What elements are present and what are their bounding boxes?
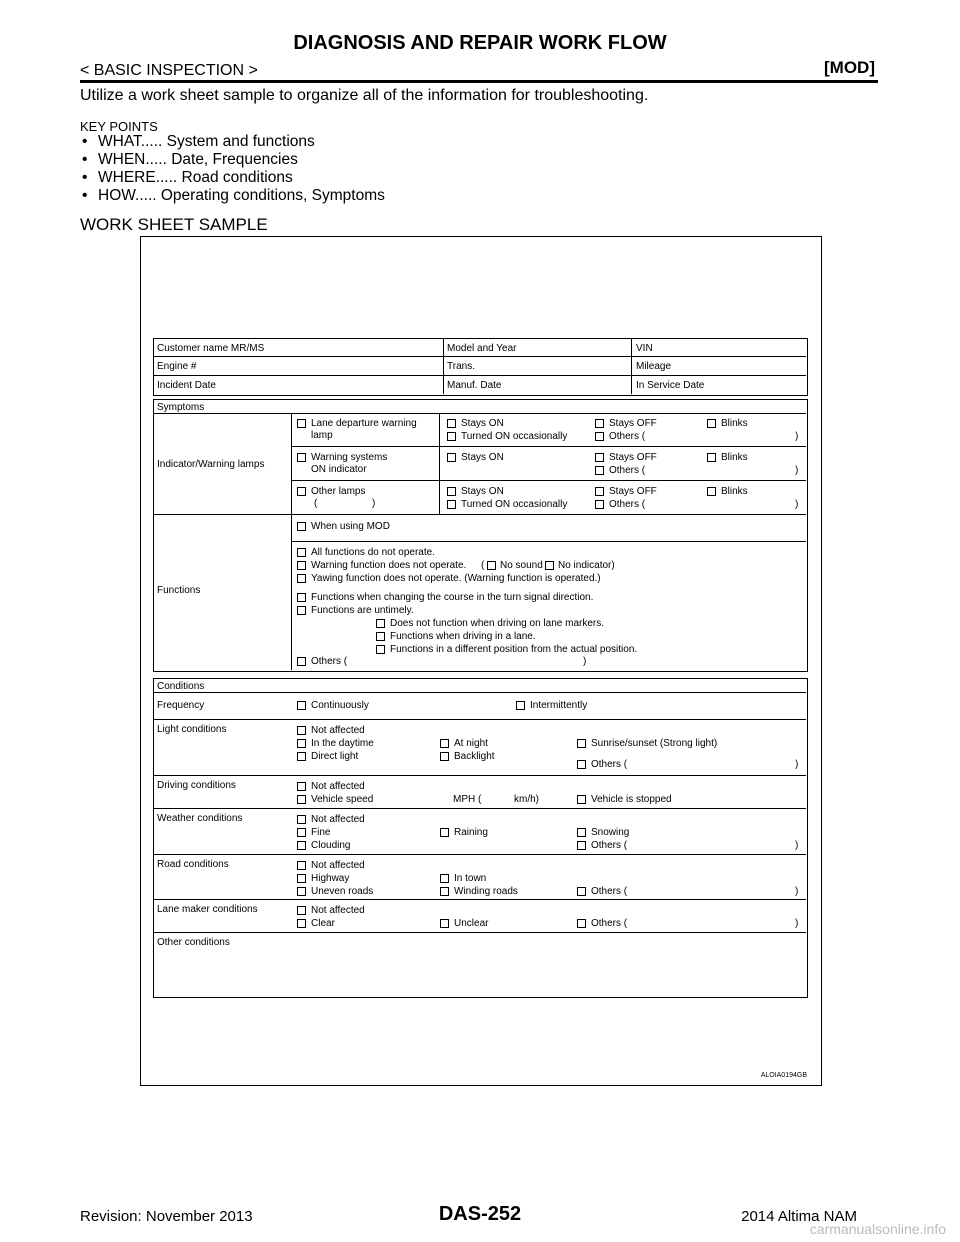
checkbox[interactable]	[577, 739, 586, 748]
checkbox[interactable]	[595, 500, 604, 509]
checkbox[interactable]	[297, 782, 306, 791]
key-point-item: • WHEN..... Date, Frequencies	[80, 151, 385, 169]
checkbox[interactable]	[577, 887, 586, 896]
checkbox[interactable]	[297, 657, 306, 666]
functions-untimely-label: Functions are untimely.	[311, 605, 414, 616]
at-night-label: At night	[454, 738, 488, 749]
checkbox[interactable]	[440, 828, 449, 837]
no-sound-label: No sound	[500, 560, 543, 571]
snowing-label: Snowing	[591, 827, 630, 838]
in-the-daytime-label: In the daytime	[311, 738, 374, 749]
no-indicator-label: No indicator)	[558, 560, 615, 571]
info-table	[153, 338, 808, 396]
key-point-item: • WHERE..... Road conditions	[80, 169, 385, 187]
customer-name-label: Customer name MR/MS	[157, 343, 265, 354]
checkbox[interactable]	[297, 453, 306, 462]
sunrise-sunset-label: Sunrise/sunset (Strong light)	[591, 738, 718, 749]
unclear-label: Unclear	[454, 918, 489, 929]
checkbox[interactable]	[297, 861, 306, 870]
backlight-label: Backlight	[454, 751, 495, 762]
in-a-lane-label: Functions when driving in a lane.	[390, 631, 536, 642]
checkbox[interactable]	[577, 919, 586, 928]
in-town-label: In town	[454, 873, 487, 884]
checkbox[interactable]	[707, 419, 716, 428]
vehicle-stopped-label: Vehicle is stopped	[591, 794, 672, 805]
manuf-date-label: Manuf. Date	[447, 380, 502, 391]
other-lamps-paren-open: (	[314, 498, 318, 509]
worksheet-title: WORK SHEET SAMPLE	[80, 215, 268, 234]
checkbox[interactable]	[297, 841, 306, 850]
key-point-item: • HOW..... Operating conditions, Symptoms	[80, 187, 385, 205]
raining-label: Raining	[454, 827, 488, 838]
not-affected-label: Not affected	[311, 781, 365, 792]
checkbox[interactable]	[440, 919, 449, 928]
trans-label: Trans.	[447, 361, 475, 372]
others-label: Others (	[591, 886, 628, 897]
checkbox[interactable]	[297, 522, 306, 531]
checkbox[interactable]	[440, 752, 449, 761]
yawing-function-label: Yawing function does not operate. (Warning function is operated.)	[311, 573, 601, 584]
checkbox[interactable]	[440, 887, 449, 896]
road-conditions-label: Road conditions	[157, 859, 229, 870]
watermark: carmanualsonline.info	[809, 1221, 946, 1237]
functions-others-close: )	[583, 656, 587, 667]
lane-maker-conditions-label: Lane maker conditions	[157, 904, 258, 915]
module-tag: [MOD]	[824, 58, 875, 77]
section-breadcrumb: < BASIC INSPECTION >	[80, 62, 258, 79]
checkbox[interactable]	[440, 874, 449, 883]
clouding-label: Clouding	[311, 840, 351, 851]
checkbox[interactable]	[297, 419, 306, 428]
model-year-label: Model and Year	[447, 343, 517, 354]
checkbox[interactable]	[376, 619, 385, 628]
indicator-warning-lamps-label: Indicator/Warning lamps	[157, 459, 265, 470]
checkbox[interactable]	[447, 500, 456, 509]
turned-on-occasionally-label: Turned ON occasionally	[461, 499, 568, 510]
intro-text: Utilize a work sheet sample to organize all of the information for troubleshooting.	[80, 87, 649, 104]
when-using-mod-label: When using MOD	[311, 521, 390, 532]
clear-label: Clear	[311, 918, 335, 929]
others-label: Others (	[609, 499, 646, 510]
intermittently-label: Intermittently	[530, 700, 588, 711]
checkbox[interactable]	[577, 828, 586, 837]
weather-conditions-label: Weather conditions	[157, 813, 243, 824]
checkbox[interactable]	[440, 739, 449, 748]
footer-revision: Revision: November 2013	[80, 1208, 253, 1225]
warning-systems-label: Warning systems	[311, 452, 388, 463]
checkbox[interactable]	[447, 453, 456, 462]
uneven-roads-label: Uneven roads	[311, 886, 374, 897]
others-close: )	[795, 465, 799, 476]
checkbox[interactable]	[376, 632, 385, 641]
checkbox[interactable]	[595, 453, 604, 462]
checkbox[interactable]	[297, 561, 306, 570]
figure-id: ALOIA0194GB	[760, 1072, 807, 1079]
different-position-label: Functions in a different position from the actual position.	[390, 644, 638, 655]
not-affected-label: Not affected	[311, 725, 365, 736]
checkbox[interactable]	[447, 419, 456, 428]
others-label: Others (	[591, 759, 628, 770]
checkbox[interactable]	[297, 874, 306, 883]
highway-label: Highway	[311, 873, 350, 884]
page-number: DAS-252	[438, 1203, 522, 1225]
other-lamps-paren-close: )	[372, 498, 376, 509]
checkbox[interactable]	[297, 752, 306, 761]
checkbox[interactable]	[545, 561, 554, 570]
key-points-heading: KEY POINTS	[80, 119, 158, 134]
checkbox[interactable]	[297, 919, 306, 928]
checkbox[interactable]	[577, 795, 586, 804]
others-close: )	[795, 886, 799, 897]
others-close: )	[795, 431, 799, 442]
checkbox[interactable]	[297, 726, 306, 735]
worksheet-figure	[140, 236, 822, 1086]
checkbox[interactable]	[595, 432, 604, 441]
warning-systems-label-2: ON indicator	[311, 464, 367, 475]
checkbox[interactable]	[595, 419, 604, 428]
others-close: )	[795, 499, 799, 510]
others-label: Others (	[591, 840, 628, 851]
checkbox[interactable]	[447, 487, 456, 496]
stays-off-label: Stays OFF	[609, 418, 657, 429]
checkbox[interactable]	[487, 561, 496, 570]
checkbox[interactable]	[595, 487, 604, 496]
stays-off-label: Stays OFF	[609, 486, 657, 497]
kmh-label: km/h)	[514, 794, 539, 805]
checkbox[interactable]	[447, 432, 456, 441]
functions-label: Functions	[157, 585, 201, 596]
page-title: DIAGNOSIS AND REPAIR WORK FLOW	[293, 32, 667, 54]
key-point-item: • WHAT..... System and functions	[80, 133, 385, 151]
vin-label: VIN	[636, 343, 653, 354]
other-lamps-label: Other lamps	[311, 486, 366, 497]
header-rule	[80, 80, 878, 83]
footer-model: 2014 Altima NAM	[741, 1208, 857, 1225]
conditions-heading: Conditions	[157, 681, 205, 692]
stays-on-label: Stays ON	[461, 452, 504, 463]
not-affected-label: Not affected	[311, 905, 365, 916]
vehicle-speed-label: Vehicle speed	[311, 794, 374, 805]
checkbox[interactable]	[297, 548, 306, 557]
lane-departure-label: Lane departure warning	[311, 418, 417, 429]
others-close: )	[795, 840, 799, 851]
stays-on-label: Stays ON	[461, 486, 504, 497]
checkbox[interactable]	[297, 828, 306, 837]
checkbox[interactable]	[516, 701, 525, 710]
conditions-table	[153, 678, 808, 998]
others-label: Others (	[591, 918, 628, 929]
checkbox[interactable]	[297, 606, 306, 615]
in-service-date-label: In Service Date	[636, 380, 705, 391]
not-affected-label: Not affected	[311, 860, 365, 871]
others-close: )	[795, 918, 799, 929]
stays-off-label: Stays OFF	[609, 452, 657, 463]
functions-others-label: Others (	[311, 656, 348, 667]
turned-on-occasionally-label: Turned ON occasionally	[461, 431, 568, 442]
checkbox[interactable]	[376, 645, 385, 654]
mileage-label: Mileage	[636, 361, 672, 372]
others-label: Others (	[609, 465, 646, 476]
checkbox[interactable]	[707, 453, 716, 462]
blinks-label: Blinks	[721, 452, 748, 463]
direct-light-label: Direct light	[311, 751, 359, 762]
functions-changing-label: Functions when changing the course in the turn signal direction.	[311, 592, 594, 603]
lane-departure-label-2: lamp	[311, 430, 333, 441]
mph-label: MPH (	[453, 794, 482, 805]
checkbox[interactable]	[297, 593, 306, 602]
key-points-list	[80, 133, 385, 205]
others-close: )	[795, 759, 799, 770]
checkbox[interactable]	[297, 574, 306, 583]
checkbox[interactable]	[577, 841, 586, 850]
checkbox[interactable]	[297, 815, 306, 824]
not-affected-label: Not affected	[311, 814, 365, 825]
all-functions-label: All functions do not operate.	[311, 547, 435, 558]
symptoms-heading: Symptoms	[157, 402, 205, 413]
checkbox[interactable]	[297, 701, 306, 710]
blinks-label: Blinks	[721, 418, 748, 429]
winding-roads-label: Winding roads	[454, 886, 518, 897]
checkbox[interactable]	[297, 795, 306, 804]
no-sound-paren: (	[481, 560, 485, 571]
symptoms-table	[153, 399, 808, 672]
lane-markers-label: Does not function when driving on lane markers.	[390, 618, 605, 629]
continuously-label: Continuously	[311, 700, 369, 711]
blinks-label: Blinks	[721, 486, 748, 497]
engine-label: Engine #	[157, 361, 197, 372]
checkbox[interactable]	[707, 487, 716, 496]
checkbox[interactable]	[297, 487, 306, 496]
frequency-label: Frequency	[157, 700, 205, 711]
warning-function-label: Warning function does not operate.	[311, 560, 467, 571]
other-conditions-label: Other conditions	[157, 937, 230, 948]
others-label: Others (	[609, 431, 646, 442]
checkbox[interactable]	[297, 887, 306, 896]
checkbox[interactable]	[577, 760, 586, 769]
light-conditions-label: Light conditions	[157, 724, 227, 735]
checkbox[interactable]	[595, 466, 604, 475]
driving-conditions-label: Driving conditions	[157, 780, 236, 791]
incident-date-label: Incident Date	[157, 380, 216, 391]
checkbox[interactable]	[297, 906, 306, 915]
checkbox[interactable]	[297, 739, 306, 748]
fine-label: Fine	[311, 827, 331, 838]
stays-on-label: Stays ON	[461, 418, 504, 429]
